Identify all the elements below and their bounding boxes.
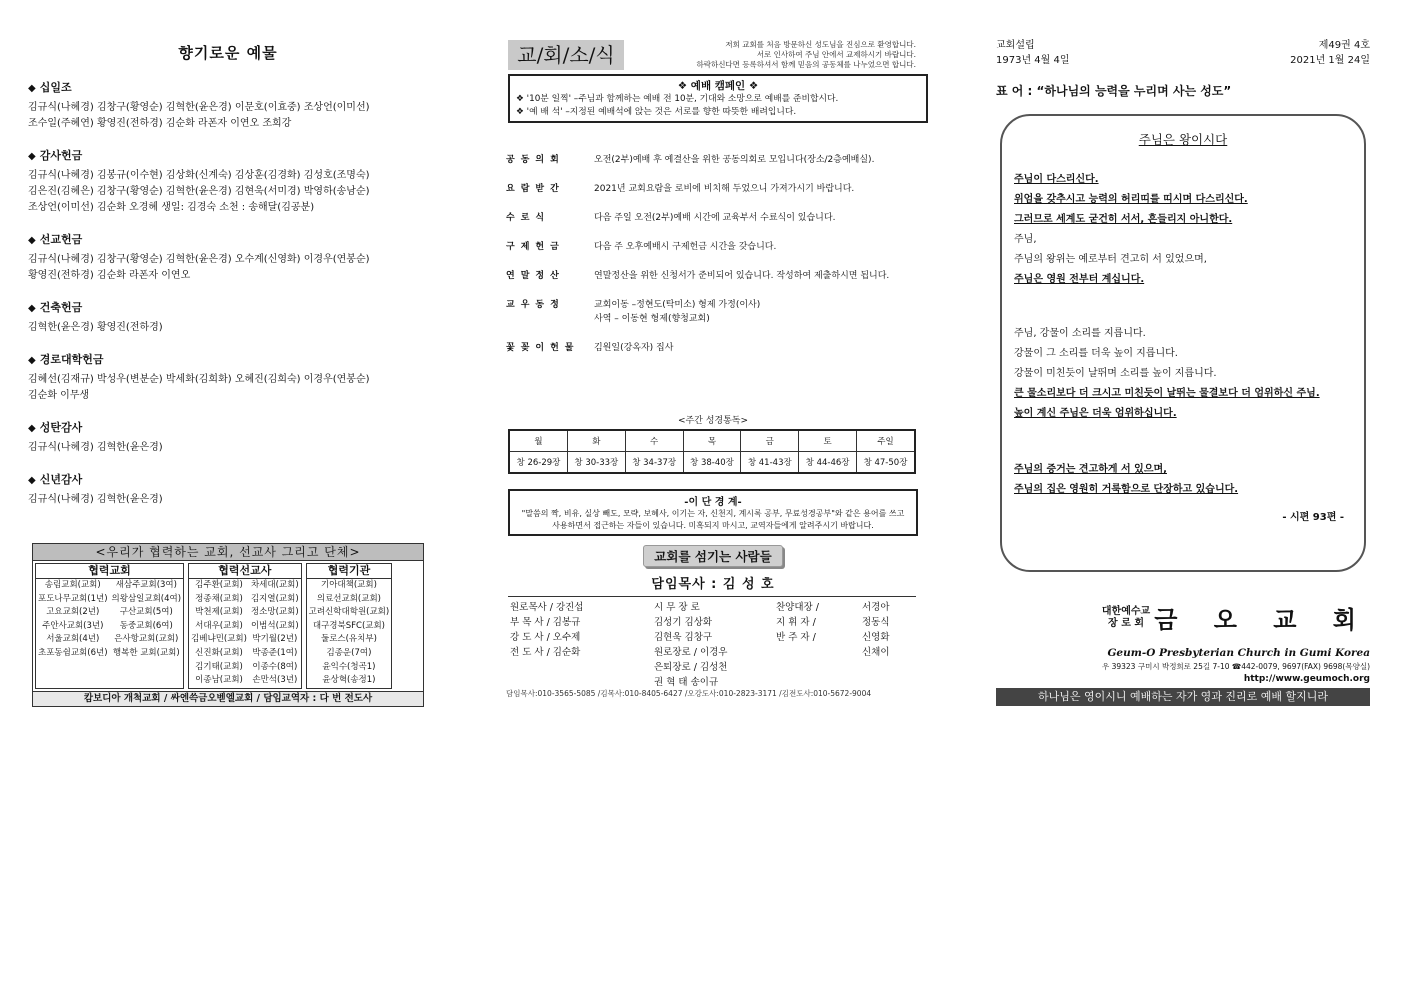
heresy-warning <box>508 489 918 536</box>
partner-orgs-col <box>307 579 392 688</box>
staff-entry: 김현욱 김창구 <box>654 632 713 643</box>
bible-day: 목 <box>683 430 741 452</box>
bible-reading-cell: 창 38-40장 <box>683 452 741 474</box>
partner-item: 윤익수(청곡1) <box>322 661 376 672</box>
news-item <box>506 182 920 196</box>
campaign-title: ❖ 예배 캠페인 ❖ <box>677 80 759 92</box>
offering-names-line: 김혜선(김재규) 박성우(변분순) 박세화(김희화) 오혜진(김희숙) 이경우(연봉순) <box>28 374 370 385</box>
partner-item: 행복한 교회(교회) <box>112 647 180 658</box>
offering-group-title <box>28 299 428 315</box>
poem-line: 주님이 다스리신다. <box>1014 174 1099 185</box>
partner-item: 송림교회(교회) <box>44 580 101 590</box>
bible-title: <주간 성경통독> <box>677 416 749 426</box>
offering-group-name: 십일조 <box>39 81 72 94</box>
partner-orgs-label: 협력기관 <box>307 564 392 579</box>
partner-body <box>33 561 423 691</box>
partner-orgs <box>306 563 393 689</box>
denomination-line: 장 로 회 <box>1108 617 1144 629</box>
bible-reading-cell: 창 44-46장 <box>799 452 857 474</box>
partner-item: 이범석(교회) <box>250 620 299 631</box>
offering-names-line: 조수일(주혜연) 황영진(전하경) 김순화 라폰자 이연오 조희강 <box>28 118 292 129</box>
cover-header-row1 <box>996 38 1370 53</box>
partner-item: 서울교회(4년) <box>46 634 100 645</box>
offering-names-line: 김규식(나혜경) 김혁한(윤은경) <box>28 442 163 453</box>
poem-stanza-gap <box>1014 290 1352 324</box>
partner-item: 동중교회(6여) <box>119 620 173 631</box>
staff-entry: 신영화 <box>862 632 890 643</box>
poem-line: 주님은 영원 전부터 계십니다. <box>1014 274 1145 285</box>
news-item-line: 김원일(강옥자) 집사 <box>594 343 674 353</box>
partner-item: 고요교회(2년) <box>46 607 100 618</box>
worship-campaign <box>508 74 928 123</box>
news-item-key: 구제헌금 <box>506 242 565 252</box>
offering-group <box>28 419 428 456</box>
bible-day: 화 <box>567 430 625 452</box>
poem-line: 강물이 미친듯이 날뛰며 소리를 높이 지릅니다. <box>1014 368 1217 379</box>
poem-title: 주님은 왕이시다 <box>1138 132 1228 147</box>
news-item-value <box>594 153 920 167</box>
news-item <box>506 269 920 283</box>
cover-column <box>996 38 1370 703</box>
news-item-line: 교회이동 –정현도(탁미소) 형제 가정(이사) <box>594 300 761 310</box>
staff-divider <box>508 596 916 597</box>
poem-line: 주님의 집은 영원히 거룩함으로 단장하고 있습니다. <box>1014 484 1239 495</box>
partner-item: 고려신학대학원(교회) <box>308 607 390 618</box>
poem-lines <box>1014 170 1352 500</box>
offering-group-title <box>28 79 428 95</box>
partner-item: 신진화(교회) <box>195 647 243 658</box>
news-item-value <box>594 182 920 196</box>
partner-missionaries-col2 <box>249 579 301 688</box>
staff-entry: 반 주 자 / <box>776 632 816 643</box>
news-intro-line: 서로 인사하여 주님 안에서 교제하시기 바랍니다. <box>756 50 916 59</box>
issue-date: 2021년 1월 24일 <box>1290 55 1370 66</box>
staff-entry: 신채이 <box>862 647 890 658</box>
partner-item: 새삼주교회(3여) <box>115 580 177 590</box>
staff-entry: 찬양대장 / <box>776 602 819 613</box>
offering-names-line: 김순화 이무생 <box>28 390 90 401</box>
partner-item: 박종준(1여) <box>252 647 298 658</box>
news-item-line: 사역 – 이동현 형제(향청교회) <box>594 314 710 324</box>
diamond-icon: ◆ <box>28 83 36 94</box>
staff-col4 <box>862 600 890 660</box>
offering-names-line: 김은진(김혜은) 김창구(황영순) 김혁한(윤은경) 김현욱(서미경) 박영하(송남순) <box>28 186 370 197</box>
news-intro-line: 저희 교회를 처음 방문하신 성도님을 진심으로 환영합니다. <box>725 40 916 49</box>
staff-col2 <box>654 600 727 690</box>
bible-day: 월 <box>509 430 567 452</box>
campaign-line: ❖ '10분 일찍' –주님과 함께하는 예배 전 10분, 기대와 소망으로 예배를 준비합시다. <box>516 94 839 104</box>
partner-item: 박기월(2년) <box>252 634 298 645</box>
offering-group-name: 선교헌금 <box>39 233 83 246</box>
bible-day: 금 <box>741 430 799 452</box>
poem-line: 그러므로 세계도 굳건히 서서, 흔들리지 아니한다. <box>1014 214 1233 225</box>
bible-reading <box>506 413 920 474</box>
bible-day: 수 <box>625 430 683 452</box>
church-info <box>996 600 1370 706</box>
news-item-key: 교우동정 <box>506 300 565 310</box>
offerings-title: 향기로운 예물 <box>178 44 278 62</box>
news-item-key: 꽃꽂이헌물 <box>506 343 580 353</box>
news-item-line: 다음 주 오후예배시 구제헌금 시간을 갖습니다. <box>594 242 777 252</box>
poem-line: 주님, <box>1014 234 1037 245</box>
news-item-value <box>594 240 920 254</box>
church-english-name: Geum-O Presbyterian Church in Gumi Korea <box>1107 647 1370 659</box>
staff-entry: 서경아 <box>862 602 890 613</box>
offering-group <box>28 299 428 336</box>
staff-entry: 전 도 사 / 김순화 <box>510 647 581 658</box>
news-item <box>506 153 920 167</box>
denomination-line: 대한예수교 <box>1101 605 1151 617</box>
news-item-line: 연말정산을 위한 신청서가 준비되어 있습니다. 작성하여 제출하시면 됩니다. <box>594 271 890 281</box>
partner-item: 의료선교회(교회) <box>316 593 381 604</box>
partner-missionaries-col1 <box>189 579 249 688</box>
news-item-line: 2021년 교회요람을 로비에 비치해 두었으니 가져가시기 바랍니다. <box>594 184 855 194</box>
offering-names-line: 김규식(나혜경) 김봉규(이수현) 김상화(신계숙) 김상훈(김경화) 김성호(조명숙) <box>28 170 370 181</box>
diamond-icon: ◆ <box>28 355 36 366</box>
offering-names-line: 황영진(전하경) 김순화 라폰자 이연오 <box>28 270 191 281</box>
scripture-banner: 하나님은 영이시니 예배하는 자가 영과 진리로 예배 할지니라 <box>996 688 1370 706</box>
staff-entry: 시 무 장 로 <box>654 602 700 613</box>
partner-item: 김주환(교회) <box>195 580 243 590</box>
news-item-key: 요람받간 <box>506 184 565 194</box>
poem-line: 높이 계신 주님은 더욱 엄위하십니다. <box>1014 408 1177 419</box>
bible-day: 토 <box>799 430 857 452</box>
staff-contacts: 담임목사:010-3565-5085 /김목사:010-8405-6427 /오강도사:010-2823-3171 /김전도사:010-5672-9004 <box>506 689 872 698</box>
staff-entry: 권 혁 태 송이규 <box>654 677 719 688</box>
poem-stanza-gap <box>1014 424 1352 460</box>
offering-group-name: 건축헌금 <box>39 301 83 314</box>
partner-item: 서대우(교회) <box>195 620 243 631</box>
diamond-icon: ◆ <box>28 475 36 486</box>
partner-item: 주안사교회(3년) <box>42 620 104 631</box>
offering-group-name: 성탄감사 <box>39 421 83 434</box>
partner-box <box>32 543 424 707</box>
offering-group-title <box>28 351 428 367</box>
bible-reading-cell: 창 30-33장 <box>567 452 625 474</box>
campaign-line: ❖ '예 배 석' –지정된 예배석에 앉는 것은 서로를 향한 따뜻한 배려입니다. <box>516 107 797 117</box>
poem-line: 주님, 강물이 소리를 지릅니다. <box>1014 328 1146 339</box>
poem-line: 주님의 왕위는 예로부터 견고히 서 있었으며, <box>1014 254 1207 265</box>
partner-item: 김종운(7여) <box>326 647 372 658</box>
news-intro <box>636 40 916 70</box>
offering-group-name: 감사헌금 <box>39 149 83 162</box>
partner-item: 이종남(교회) <box>195 675 243 686</box>
staff-entry <box>776 645 819 660</box>
partner-item: 의왕삼일교회(4여) <box>111 593 182 604</box>
volume-number: 제49권 4호 <box>1318 40 1370 51</box>
diamond-icon: ◆ <box>28 423 36 434</box>
bible-table <box>508 429 916 474</box>
bible-reading-cell: 창 47-50장 <box>857 452 916 474</box>
staff-entry: 김성기 김상화 <box>654 617 713 628</box>
partner-churches-col2 <box>110 579 184 661</box>
heresy-title: -이 단 경 계- <box>684 497 742 508</box>
partner-item: 김베냐민(교회) <box>191 634 247 645</box>
motto: 표 어 : “하나님의 능력을 누리며 사는 성도” <box>996 84 1232 98</box>
offering-group <box>28 147 428 216</box>
news-item-line: 다음 주일 오전(2부)예배 시간에 교육부서 수료식이 있습니다. <box>594 213 836 223</box>
partner-item: 대구경북SFC(교회) <box>312 620 385 631</box>
news-item <box>506 298 920 326</box>
staff-entry: 원로목사 / 강진섭 <box>510 602 584 613</box>
offering-group-name: 경로대학헌금 <box>39 353 104 366</box>
staff-entry: 원로장로 / 이경우 <box>654 647 728 658</box>
founded-label: 교회설립 <box>996 40 1035 51</box>
bible-days-row <box>509 430 915 452</box>
offering-group-title <box>28 147 428 163</box>
poem-line: 강물이 그 소리를 더욱 높이 지릅니다. <box>1014 348 1178 359</box>
partner-item: 정소망(교회) <box>250 607 299 618</box>
poem-line: 큰 물소리보다 더 크시고 미친듯이 날뛰는 물결보다 더 엄위하신 주님. <box>1014 388 1320 399</box>
offering-names-line: 김혁한(윤은경) 황영진(전하경) <box>28 322 163 333</box>
news-item-key: 연말정산 <box>506 271 565 281</box>
staff-col3 <box>776 600 819 660</box>
news-item-key: 공동의회 <box>506 155 565 165</box>
poem-source: - 시편 93편 - <box>1282 512 1344 523</box>
news-item <box>506 211 920 225</box>
news-tag: 교/회/소/식 <box>508 40 624 70</box>
poem-line: 주님의 증거는 견고하게 서 있으며, <box>1014 464 1167 475</box>
offering-group-title <box>28 471 428 487</box>
offering-names-line: 김규식(나혜경) 김혁한(윤은경) <box>28 494 163 505</box>
partner-item: 은사항교회(교회) <box>114 634 179 645</box>
bible-reading-cell: 창 26-29장 <box>509 452 567 474</box>
partner-item: 기아대책(교회) <box>320 580 377 590</box>
partner-item: 손만석(3년) <box>252 675 298 686</box>
news-item <box>506 240 920 254</box>
offering-group <box>28 79 428 132</box>
news-item-value <box>594 341 920 355</box>
staff-entry: 정동식 <box>862 617 890 628</box>
offering-group <box>28 471 428 508</box>
bible-readings-row <box>509 452 915 474</box>
partner-title: <우리가 협력하는 교회, 선교사 그리고 단체> <box>33 544 423 561</box>
partner-item: 김기태(교회) <box>195 661 243 672</box>
partner-missionaries-label: 협력선교사 <box>189 564 301 579</box>
offering-names-line: 김규식(나혜경) 김창구(황영순) 김혁한(윤은경) 오수계(신영화) 이경우(연봉순) <box>28 254 370 265</box>
offering-groups <box>28 79 428 508</box>
offering-group-title <box>28 231 428 247</box>
founded-date: 1973년 4월 4일 <box>996 55 1070 66</box>
staff-entry: 강 도 사 / 오수제 <box>510 632 581 643</box>
heresy-line: "말씀의 짝, 비유, 실상 빼도, 모략, 보혜사, 이기는 자, 신천지, 계시록 공부, 무료성경공부"와 같은 용어를 쓰고 <box>521 509 905 518</box>
partner-churches-label: 협력교회 <box>36 564 183 579</box>
offering-names-line: 조상언(이미선) 김순화 오경혜 생일: 김경숙 소천 : 송해달(김공분) <box>28 202 315 213</box>
partner-churches-col1 <box>36 579 110 661</box>
bible-day: 주일 <box>857 430 916 452</box>
news-item-key: 수로식 <box>506 213 551 223</box>
news-item-value <box>594 298 920 326</box>
partner-item: 초포동쉼교회(6년) <box>38 647 108 658</box>
partner-item: 포도나무교회(1년) <box>38 593 108 604</box>
news-intro-line: 하락하신다면 등록하셔서 함께 믿음의 공동체를 나누었으면 합니다. <box>696 60 916 69</box>
partner-item: 차세대(교회) <box>250 580 299 590</box>
senior-pastor: 담임목사 : 김 성 호 <box>651 577 775 592</box>
partner-item: 김지열(교회) <box>250 593 299 604</box>
staff-entry: 부 목 사 / 김봉규 <box>510 617 581 628</box>
news-item-line: 오전(2부)예배 후 예결산을 위한 공동의회로 모입니다(장소/2층예배실). <box>594 155 875 165</box>
serving-people-title: 교회를 섬기는 사람들 <box>643 545 782 567</box>
partner-missionaries <box>188 563 302 689</box>
staff-col1 <box>510 600 583 660</box>
bible-reading-cell: 창 41-43장 <box>741 452 799 474</box>
church-address: 우 39323 구미시 박정희로 25길 7-10 ☎442-0079, 9697(FAX) 9698(목양실) <box>1101 662 1370 671</box>
news-item-value <box>594 211 920 225</box>
partner-item: 이종수(8여) <box>252 661 298 672</box>
diamond-icon: ◆ <box>28 235 36 246</box>
partner-item: 구산교회(5여) <box>119 607 173 618</box>
staff-list <box>506 596 920 686</box>
offering-names-line: 김규식(나혜경) 김창구(황영순) 김혁한(윤은경) 이문호(이효중) 조상언(이미선) <box>28 102 370 113</box>
denomination <box>1102 606 1150 630</box>
partner-item: 윤상혁(송정1) <box>322 675 376 686</box>
bible-reading-cell: 창 34-37장 <box>625 452 683 474</box>
staff-entry: 은퇴장로 / 김성천 <box>654 662 728 673</box>
partner-footer: 캄보디아 개척교회 / 싸엔쓱금오벧엘교회 / 담임교역자 : 다 번 전도사 <box>33 691 423 706</box>
heresy-line: 사용하면서 접근하는 자들이 있습니다. 미혹되지 마시고, 교역자들에게 알려주시기 바랍니다. <box>552 521 874 530</box>
church-url[interactable]: http://www.geumoch.org <box>1243 674 1370 684</box>
diamond-icon: ◆ <box>28 303 36 314</box>
partner-item: 박천제(교회) <box>195 607 243 618</box>
offering-group-title <box>28 419 428 435</box>
offering-group <box>28 351 428 404</box>
news-list <box>506 153 920 355</box>
poem-line: 위엄을 갖추시고 능력의 허리띠를 띠시며 다스리신다. <box>1014 194 1248 205</box>
partner-churches <box>35 563 184 689</box>
offering-group <box>28 231 428 284</box>
partner-item: 둘로스(유치부) <box>320 634 377 645</box>
church-name-row <box>996 600 1370 635</box>
offering-group-name: 신년감사 <box>39 473 83 486</box>
news-item <box>506 341 920 355</box>
church-name: 금 오 교 회 <box>1154 605 1370 634</box>
diamond-icon: ◆ <box>28 151 36 162</box>
news-column <box>506 38 920 699</box>
offerings-column <box>28 38 428 704</box>
cover-header-row2 <box>996 53 1370 68</box>
partner-item: 정종채(교회) <box>195 593 243 604</box>
news-item-value <box>594 269 920 283</box>
poem-box <box>1000 114 1366 572</box>
news-header <box>506 38 920 72</box>
staff-entry: 지 휘 자 / <box>776 617 816 628</box>
